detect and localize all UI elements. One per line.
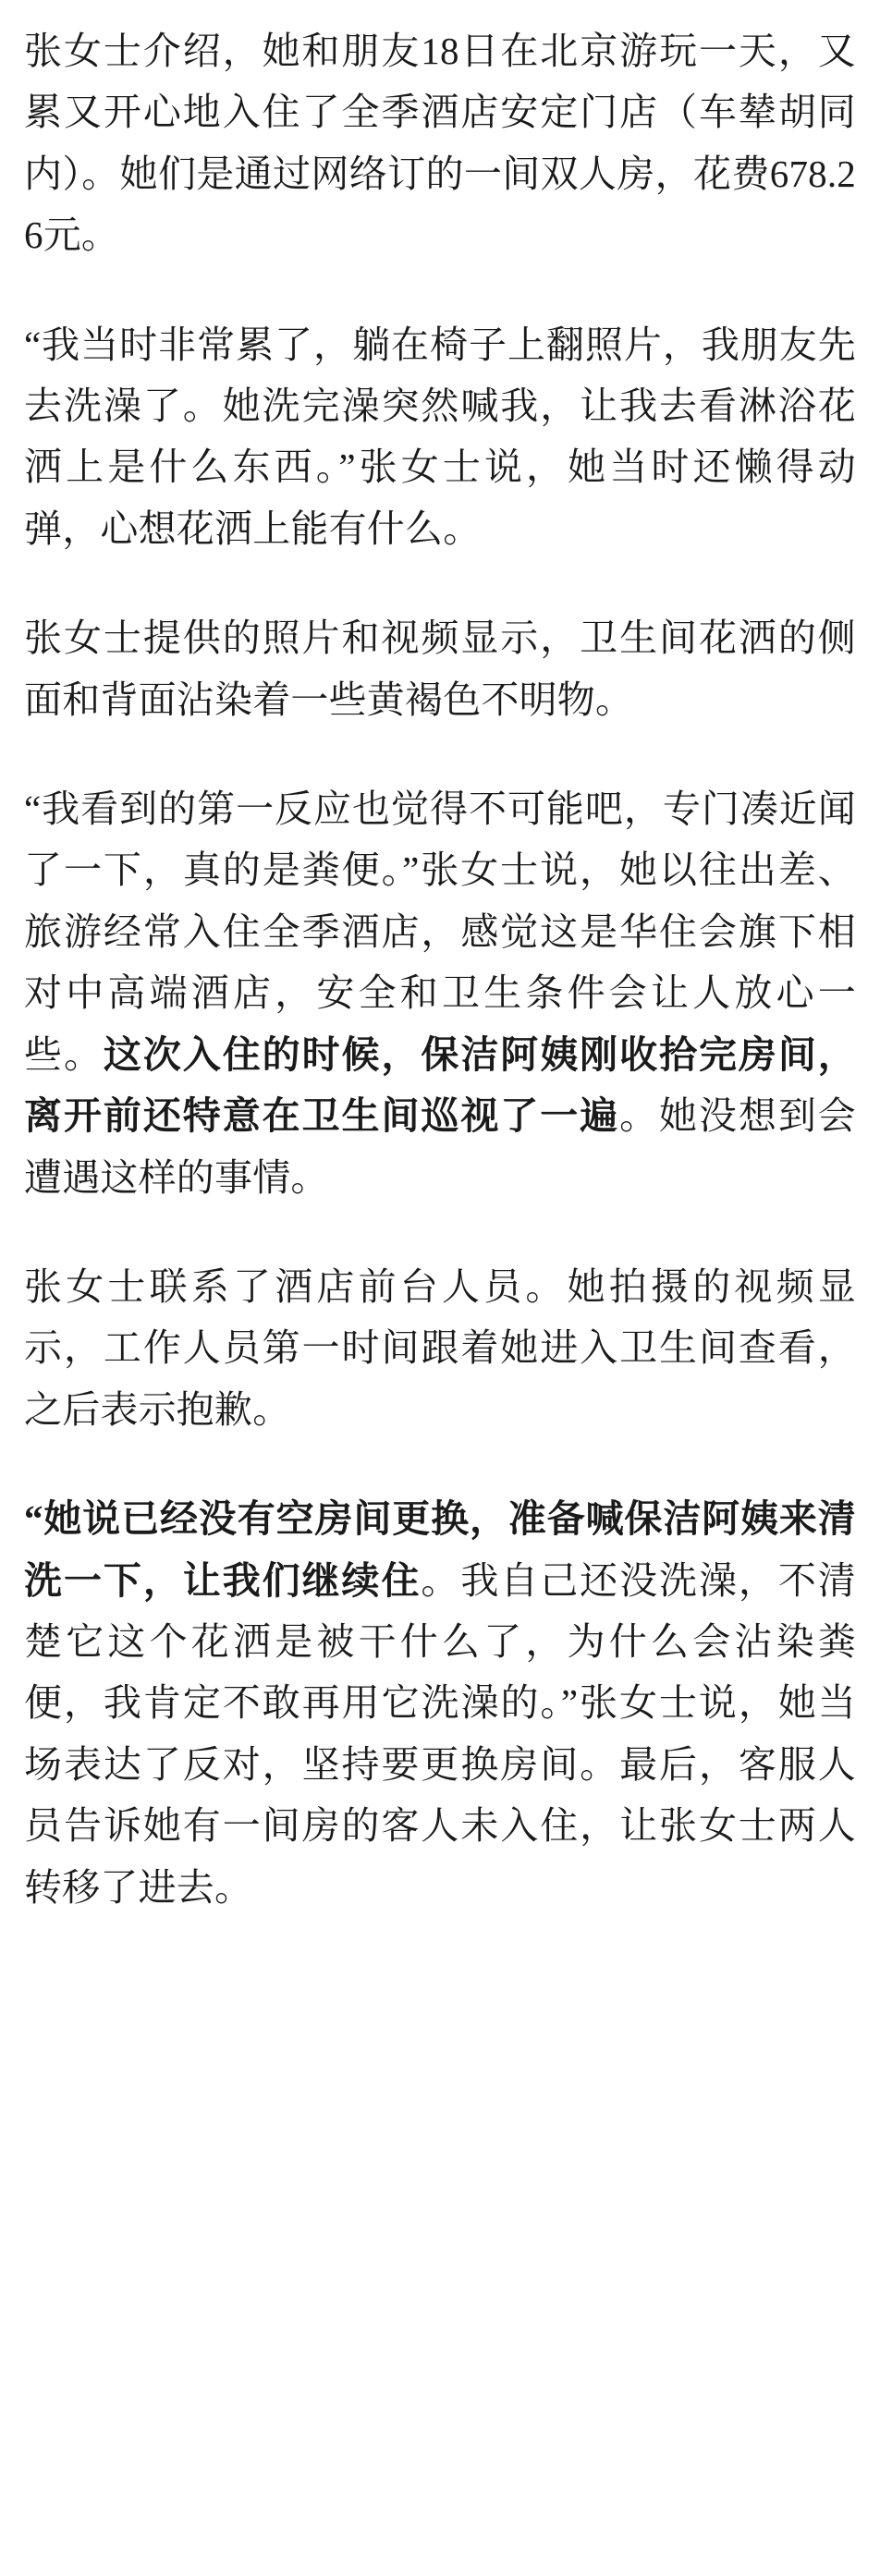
body-text: “我当时非常累了，躺在椅子上翻照片，我朋友先去洗澡了。她洗完澡突然喊我，让我去看淋浴花洒上是什么东西。”张女士说，她当时还懒得动弹，心想花洒上能有什么。 [24,323,856,550]
body-text: 张女士介绍，她和朋友18日在北京游玩一天，又累又开心地入住了全季酒店安定门店（车辇胡同内）。她们是通过网络订的一间双人房，花费678.26元。 [24,30,856,257]
body-text: “我看到的第一反应也觉得不可能吧，专门凑近闻了一下，真的是粪便。”张女士说，她以往出差、旅游经常入住全季酒店，感觉这是华住会旗下相对中高端酒店，安全和卫生条件会让人放心一些。 [24,787,856,1076]
body-text: 张女士联系了酒店前台人员。她拍摄的视频显示，工作人员第一时间跟着她进入卫生间查看，之后表示抱歉。 [24,1264,856,1431]
article-paragraph [24,20,856,266]
article-paragraph [24,314,856,560]
body-text: 张女士提供的照片和视频显示，卫生间花洒的侧面和背面沾染着一些黄褐色不明物。 [24,617,856,721]
article-paragraph [24,1488,856,1918]
article-paragraph [24,778,856,1208]
body-text: 。她没想到会遭遇这样的事情。 [24,1094,857,1199]
emphasis-text: 这次入住的时候，保洁阿姨刚收拾完房间，离开前还特意在卫生间巡视了一遍 [24,1032,856,1138]
article-paragraph [24,1256,856,1440]
article-paragraph [24,607,856,730]
body-text: 。我自己还没洗澡，不清楚它这个花洒是被干什么了，为什么会沾染粪便，我肯定不敢再用它洗澡的。”张女士说，她当场表达了反对，坚持要更换房间。最后，客服人员告诉她有一间房的客人未入住，让张女士两人转移了进去。 [24,1558,857,1909]
emphasis-text: “她说已经没有空房间更换，准备喊保洁阿姨来清洗一下，让我们继续住 [24,1497,856,1602]
